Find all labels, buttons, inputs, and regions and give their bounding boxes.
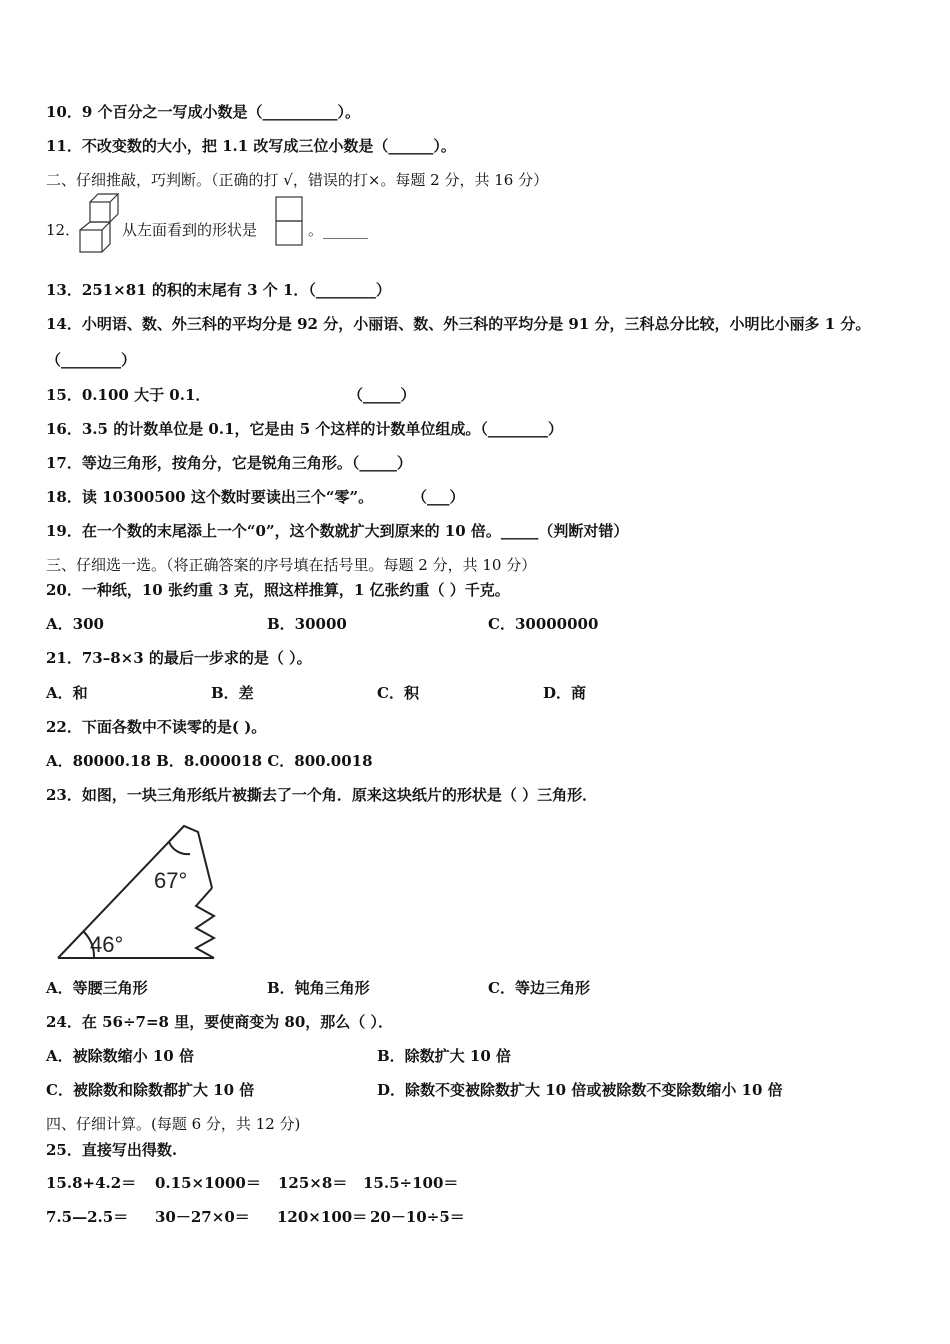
question-11: 11．不改变数的大小，把 1.1 改写成三位小数是（______）。	[46, 137, 456, 155]
q24-option-c: C．被除数和除数都扩大 10 倍	[46, 1081, 255, 1099]
q22-options: A．80000.18 B．8.000018 C．800.0018	[46, 752, 373, 770]
calc-item: 0.15×1000＝	[155, 1174, 261, 1192]
question-22: 22．下面各数中不读零的是( )。	[46, 718, 267, 736]
q24-option-a: A．被除数缩小 10 倍	[46, 1047, 194, 1065]
question-17: 17．等边三角形，按角分，它是锐角三角形。（_____）	[46, 454, 412, 472]
question-14-answer: （________）	[46, 351, 137, 369]
angle-46-label: 46°	[90, 932, 124, 957]
question-25: 25．直接写出得数.	[46, 1141, 178, 1159]
question-20: 20．一种纸，10 张约重 3 克，照这样推算，1 亿张约重（ ）千克。	[46, 581, 510, 599]
question-24: 24．在 56÷7=8 里，要使商变为 80，那么（ ）．	[46, 1013, 394, 1031]
angle-67-label: 67°	[154, 868, 188, 893]
question-18-answer: （___）	[412, 488, 465, 506]
q24-option-b: B．除数扩大 10 倍	[377, 1047, 511, 1065]
calc-item: 20－10÷5＝	[370, 1208, 465, 1226]
q20-option-a: A．300	[46, 615, 104, 633]
calc-item: 30－27×0＝	[155, 1208, 250, 1226]
q20-option-c: C．30000000	[488, 615, 599, 633]
q23-option-a: A．等腰三角形	[46, 979, 148, 997]
torn-triangle-figure	[56, 824, 221, 962]
question-19: 19．在一个数的末尾添上一个“0”，这个数就扩大到原来的 10 倍。_____（判断对错）	[46, 522, 629, 540]
question-15-answer: （_____）	[348, 386, 416, 404]
section-3-heading: 三、仔细选一选。（将正确答案的序号填在括号里。每题 2 分，共 10 分）	[46, 556, 537, 574]
question-18: 18．读 10300500 这个数时要读出三个“零”。	[46, 488, 374, 506]
q21-option-d: D．商	[543, 684, 587, 702]
question-21: 21．73–8×3 的最后一步求的是（ ）。	[46, 649, 312, 667]
calc-item: 15.8+4.2＝	[46, 1174, 137, 1192]
left-view-figure	[275, 196, 305, 248]
question-23: 23．如图，一块三角形纸片被撕去了一个角．原来这块纸片的形状是（ ）三角形．	[46, 786, 598, 804]
calc-item: 7.5—2.5＝	[46, 1208, 129, 1226]
calc-item: 120×100＝	[277, 1208, 368, 1226]
q21-option-c: C．积	[377, 684, 419, 702]
q21-option-b: B．差	[211, 684, 254, 702]
q23-option-b: B．钝角三角形	[267, 979, 370, 997]
q24-option-d: D．除数不变被除数扩大 10 倍或被除数不变除数缩小 10 倍	[377, 1081, 783, 1099]
q20-option-b: B．30000	[267, 615, 347, 633]
question-12-tail: 。______	[308, 221, 369, 239]
question-12-text: 从左面看到的形状是	[122, 221, 258, 239]
section-2-heading: 二、仔细推敲，巧判断。（正确的打 √，错误的打×。每题 2 分，共 16 分）	[46, 171, 549, 189]
question-14: 14．小明语、数、外三科的平均分是 92 分，小丽语、数、外三科的平均分是 91 分，三科总分比较，小明比小丽多 1 分。	[46, 315, 871, 333]
question-10: 10．9 个百分之一写成小数是（__________）。	[46, 103, 361, 121]
stacked-cubes-figure	[78, 193, 120, 253]
q21-option-a: A．和	[46, 684, 88, 702]
calc-item: 15.5÷100＝	[363, 1174, 459, 1192]
question-12-number: 12．	[46, 221, 81, 239]
question-16: 16．3.5 的计数单位是 0.1，它是由 5 个这样的计数单位组成。（________）	[46, 420, 563, 438]
calc-item: 125×8＝	[278, 1174, 348, 1192]
question-15: 15．0.100 大于 0.1．	[46, 386, 211, 404]
question-13: 13．251×81 的积的末尾有 3 个 1．（________）	[46, 281, 391, 299]
section-4-heading: 四、仔细计算。(每题 6 分，共 12 分)	[46, 1115, 301, 1133]
q23-option-c: C．等边三角形	[488, 979, 590, 997]
